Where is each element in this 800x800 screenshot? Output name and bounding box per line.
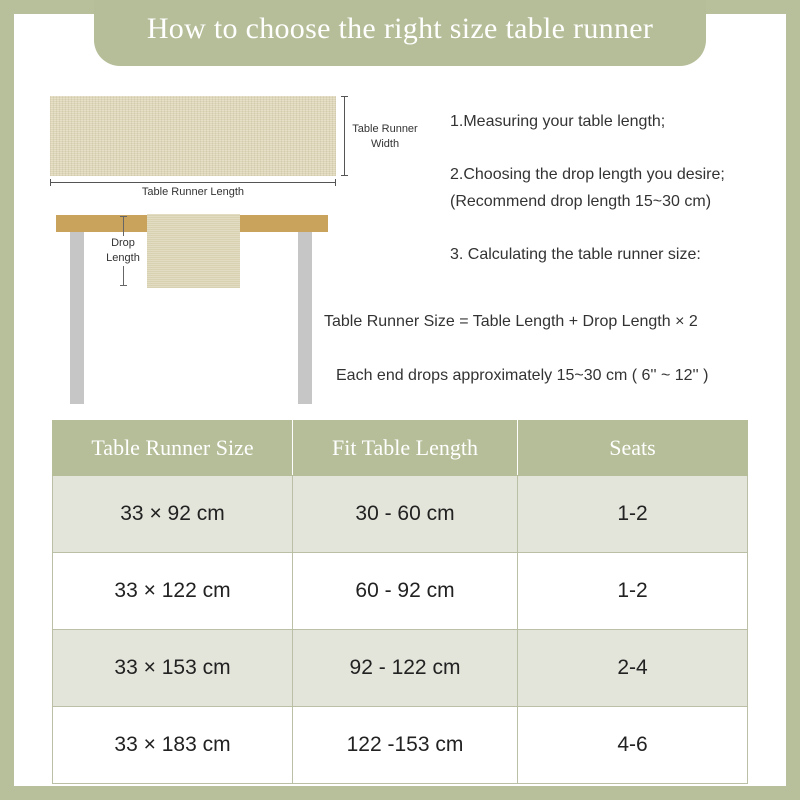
runner-length-label: Table Runner Length [141,186,245,198]
step-3: 3. Calculating the table runner size: [450,246,701,263]
drop-length-label: Drop Length [100,236,146,266]
cell-fit-table-length: 30 - 60 cm [293,476,518,553]
size-table [52,420,748,784]
step-2-recommendation: (Recommend drop length 15~30 cm) [450,193,712,210]
table-row [53,630,748,707]
header-runner-size: Table Runner Size [53,421,293,476]
step-2: 2.Choosing the drop length you desire; [450,166,725,183]
table-row [53,553,748,630]
table-header-row [53,421,748,476]
step-1: 1.Measuring your table length; [450,113,666,130]
table-leg-right [298,232,312,404]
table-row [53,476,748,553]
cell-seats: 1-2 [518,553,748,630]
cell-fit-table-length: 60 - 92 cm [293,553,518,630]
drop-note: Each end drops approximately 15~30 cm ( 6'' ~ 12'' ) [336,367,709,384]
table-leg-left [70,232,84,404]
runner-width-dimension-line [344,96,345,176]
size-formula: Table Runner Size = Table Length + Drop Length × 2 [324,313,698,330]
cell-runner-size: 33 × 92 cm [53,476,293,553]
header-seats: Seats [518,421,748,476]
cell-seats: 2-4 [518,630,748,707]
cell-fit-table-length: 92 - 122 cm [293,630,518,707]
runner-width-label: Table Runner Width [352,123,418,150]
runner-length-dimension-line [50,182,336,183]
table-runner-illustration [50,96,336,176]
cell-runner-size: 33 × 122 cm [53,553,293,630]
cell-seats: 1-2 [518,476,748,553]
cell-seats: 4-6 [518,707,748,784]
cell-runner-size: 33 × 183 cm [53,707,293,784]
runner-drop-illustration [147,214,240,288]
page-title: How to choose the right size table runner [146,12,654,45]
cell-fit-table-length: 122 -153 cm [293,707,518,784]
cell-runner-size: 33 × 153 cm [53,630,293,707]
table-row [53,707,748,784]
header-fit-table-length: Fit Table Length [293,421,518,476]
